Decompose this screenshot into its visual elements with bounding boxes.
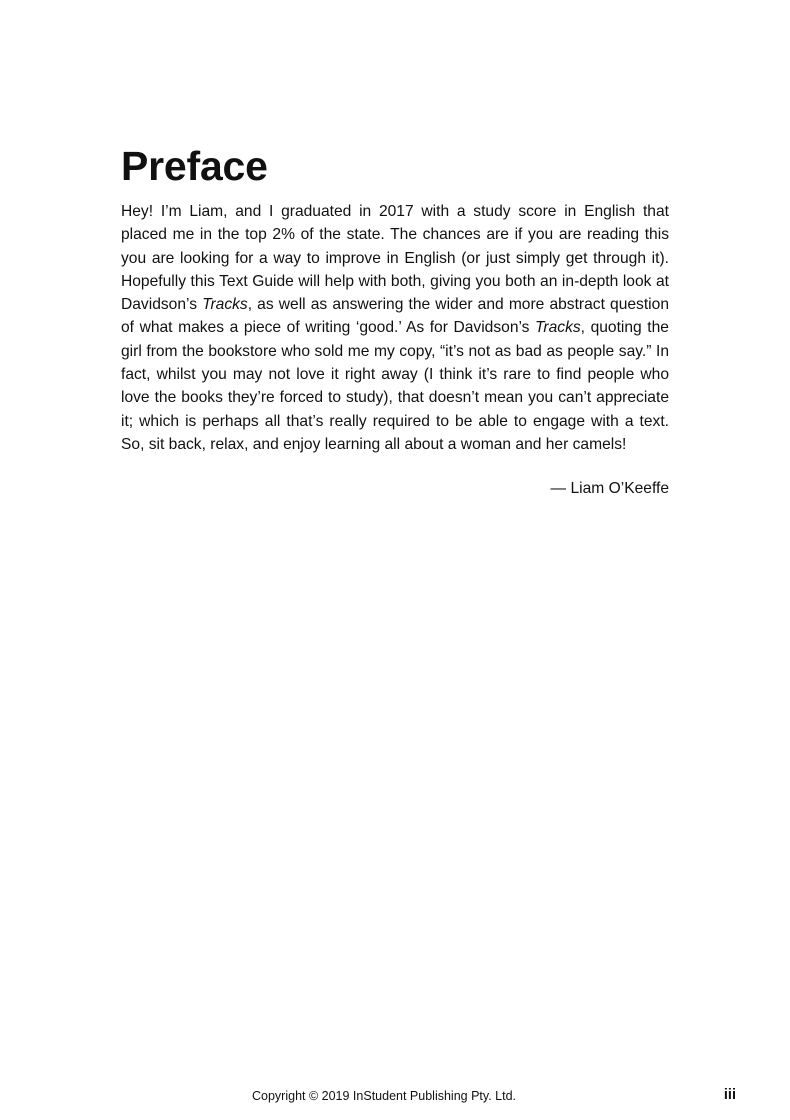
book-title-italic: Tracks	[535, 319, 581, 337]
author-signature: — Liam O’Keeffe	[550, 480, 669, 498]
page-number: iii	[723, 1087, 736, 1103]
paragraph-segment: , as well as answering the wider and more abstract question of what makes a piece of writing ‘good.’ As for Davidson’s	[121, 296, 669, 337]
paragraph-segment: , quoting the girl from the bookstore who sold me my copy, “it’s not as bad as people say.” In fact, whilst you may not love it right away (I think it’s rare to find people who love the books they’re forced to study), that doesn’t mean you can’t appreciate it; which is perhaps all that’s really required to be able to engage with a text. So, sit back, relax, and enjoy learning all about a woman and her camels!	[121, 319, 669, 453]
page-footer	[0, 1087, 790, 1107]
book-title-italic: Tracks	[202, 296, 248, 314]
page-title: Preface	[121, 143, 268, 189]
paragraph-segment: Hey! I’m Liam, and I graduated in 2017 with a study score in English that placed me in the top 2% of the state. The chances are if you are reading this you are looking for a way to improve in English (or just simply get through it). Hopefully this Text Guide will help with both, giving you both an in-depth look at Davidson’s	[121, 203, 669, 314]
copyright-notice: Copyright © 2019 InStudent Publishing Pty. Ltd.	[252, 1089, 517, 1103]
preface-paragraph	[121, 200, 669, 456]
preface-section	[121, 140, 669, 500]
